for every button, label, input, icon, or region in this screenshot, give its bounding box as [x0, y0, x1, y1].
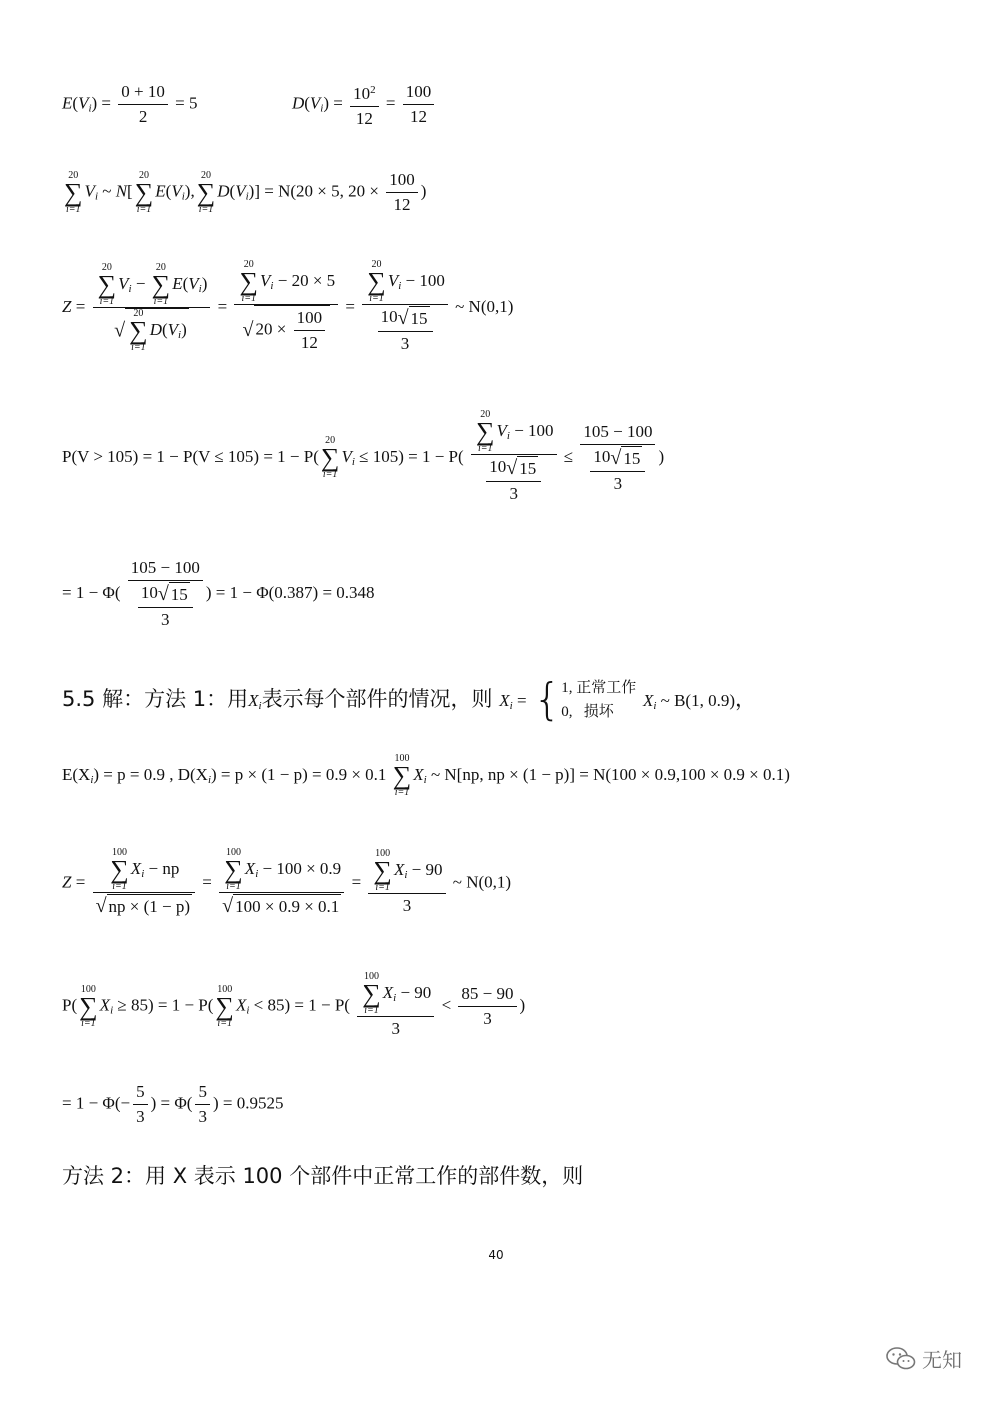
- phi-line-2: = 1 − Φ(− $\frac{5}{3}$ ) = Φ( $\frac{5}{3}$ ) = 0.9525: [62, 1080, 283, 1129]
- zb-fraction-3: 100 ∑ i=1 $X_i - 90$ 3: [368, 849, 445, 918]
- p1-fraction-right: $\frac{105 - 100}{\frac{10√ 15}{3}}$: [580, 420, 655, 496]
- watermark-logo: [886, 1344, 962, 1373]
- ev-dv-line: $E(V_i)$ = $\frac{0 + 10}{2}$ = 5 $D(V_i)$ = $\frac{10^2}{12}$ = $\frac{100}{12}$: [62, 78, 437, 131]
- z-binomial-line: Z = 100 ∑ i=1 $X_i$ − np √ np × (1 − p) = 100 ∑ i=1 $X_i - 100 \times 0.9$ √ 100 × 0.9 × 0.1 = 100 ∑ i=1 $X_i - 90$ 3 ~ N(0,1): [62, 847, 512, 918]
- sum-distribution-line: 20 ∑ i=1 $V_i$ ~ N[ 20 ∑ i=1 $E(V_i)$, 20 ∑ i=1 $D(V_i)] = N(20 \times 5$, 20 × $\frac{100}{12}$ ): [62, 168, 426, 217]
- phi-line-1: = 1 − Φ( $\frac{105 - 100}{\frac{10√ 15}{3}}$ ) = 1 − Φ(0.387) = 0.348: [62, 556, 375, 632]
- phi2-fraction-1: $\frac{5}{3}$: [133, 1080, 148, 1129]
- dv-fraction-2: $\frac{100}{12}$: [403, 80, 435, 129]
- n-fraction: $\frac{100}{12}$: [386, 168, 418, 217]
- z-fraction-3: 20 ∑ i=1 $V_i - 100$ $\frac{10√ 15}{3}$: [362, 260, 448, 356]
- sum-symbol: 20 ∑ i=1: [64, 169, 83, 215]
- sum-symbol: 20 ∑ i=1: [196, 169, 216, 215]
- ev-fraction: $\frac{0 + 10}{2}$: [118, 80, 168, 129]
- sum-symbol: 20 ∑ i=1: [134, 169, 154, 215]
- z-standardization-line: Z = 20 ∑ i=1 $V_i$ − 20 ∑ i=1 $E(V_i)$ √ 20 ∑ i=1 $D(V_i)$ = 20 ∑ i=1 $V_i - 20 \times 5$ √ 20 × $\frac{100}{12}$ = 20 ∑ i=1 $V_i - 100$ $\frac{10√ 15}{3}$ ~ N(0,1): [62, 260, 513, 356]
- pb-fraction-left: 100 ∑ i=1 $X_i - 90$ 3: [357, 972, 434, 1041]
- zb-fraction-1: 100 ∑ i=1 $X_i$ − np √ np × (1 − p): [93, 848, 195, 919]
- p1-fraction-left: 20 ∑ i=1 $V_i - 100$ $\frac{10√ 15}{3}$: [471, 410, 557, 506]
- wechat-icon: [886, 1346, 916, 1372]
- cases-brace: { 1, 正常工作 0, 损坏: [533, 674, 637, 725]
- z-fraction-1: 20 ∑ i=1 $V_i$ − 20 ∑ i=1 $E(V_i)$ √ 20 ∑ i=1 $D(V_i)$: [93, 263, 211, 353]
- probability-line-2: P( 100 ∑ i=1 $X_i \ge 85) = 1 - P$( 100 ∑ i=1 $X_i < 85) = 1 - P$( 100 ∑ i=1 $X_i - 90$ 3 < $\frac{85 - 90}{3}$ ): [62, 972, 525, 1041]
- pb-fraction-right: $\frac{85 - 90}{3}$: [458, 982, 516, 1031]
- ex-dx-line: $E(X_i) = p = 0.9$ , $D(X_i) = p \times (1 - p) = 0.9 \times 0.1$ 100 ∑ i=1 $X_i$ ~ N[np, np × (1 − p)] = N(100 × 0.9,100 × 0.9 × 0.1): [62, 753, 790, 798]
- z-fraction-2: 20 ∑ i=1 $V_i - 20 \times 5$ √ 20 × $\frac{100}{12}$: [234, 260, 338, 355]
- phi1-fraction: $\frac{105 - 100}{\frac{10√ 15}{3}}$: [128, 556, 203, 632]
- dv-fraction-1: $\frac{10^2}{12}$: [350, 78, 379, 131]
- section-heading-5-5: 5.5 解：方法 1：用$X_i$表示每个部件的情况，则 $X_i$ = { 1, 正常工作 0, 损坏 $X_i$ ~ B(1, 0.9)，: [62, 674, 756, 725]
- page-number: 40: [488, 1248, 504, 1262]
- method-2-heading: 方法 2：用 X 表示 100 个部件中正常工作的部件数，则: [62, 1164, 584, 1188]
- zb-fraction-2: 100 ∑ i=1 $X_i - 100 \times 0.9$ √ 100 × 0.9 × 0.1: [219, 848, 344, 919]
- phi2-fraction-2: $\frac{5}{3}$: [195, 1080, 210, 1129]
- watermark-text: 无知: [922, 1348, 962, 1372]
- probability-line-1: P(V > 105) = 1 − P(V ≤ 105) = 1 − P( 20 ∑ i=1 $V_i \le 105) = 1 - P$( 20 ∑ i=1 $V_i - 100$ $\frac{10√ 15}{3}$ ≤ $\frac{105 - 100}{\frac{10√ 15}{3}}$ ): [62, 410, 664, 506]
